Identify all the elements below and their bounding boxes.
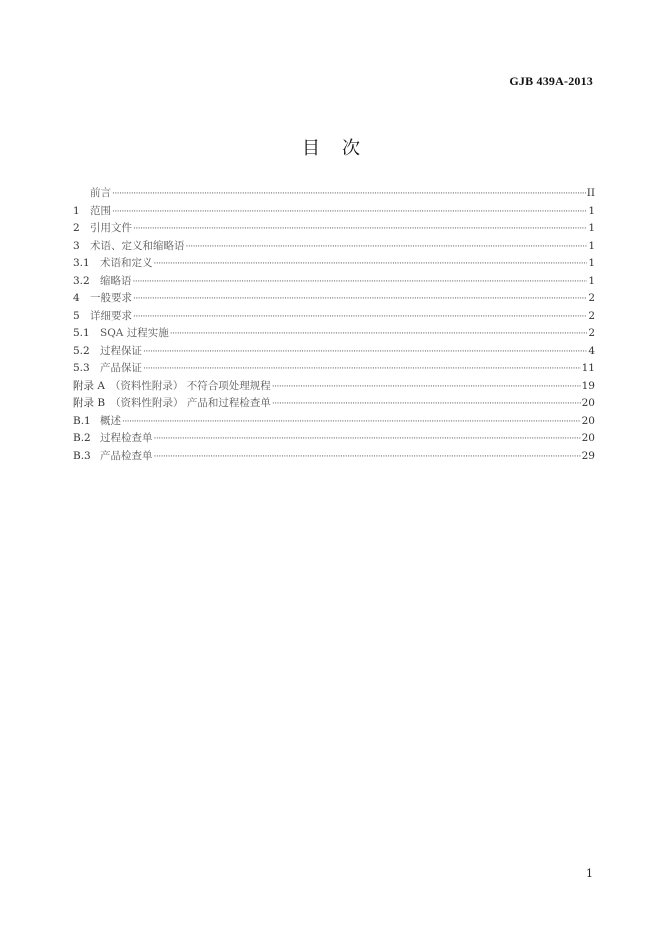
toc-entry-number: 3.2 — [73, 274, 90, 287]
toc-entry-title: SQA 过程实施 — [100, 327, 169, 339]
toc-entry-title: 概述 — [100, 414, 121, 427]
toc-entry-number: 1 — [73, 204, 80, 217]
toc-entry-page: 1 — [588, 239, 595, 252]
toc-dot-leader — [272, 379, 581, 397]
toc-entry-appendix-a[interactable] — [73, 378, 595, 396]
toc-dot-leader — [112, 186, 586, 204]
toc-entry-title: 过程检查单 — [100, 432, 153, 444]
toc-entry-title: 术语、定义和缩略语 — [90, 239, 185, 252]
toc-entry-terms-definitions-abbreviations[interactable] — [73, 238, 595, 256]
toc-entry-title: 产品保证 — [100, 362, 142, 374]
toc-dot-leader — [272, 396, 581, 414]
toc-entry-page: 2 — [588, 327, 595, 339]
page-title: 目次 — [302, 138, 382, 159]
toc-entry-normative-references[interactable] — [73, 220, 595, 238]
toc-dot-leader — [122, 414, 581, 432]
toc-entry-number: 附录 A — [73, 379, 105, 392]
toc-entry-page: 1 — [588, 257, 595, 269]
toc-entry-title: 过程保证 — [100, 344, 142, 357]
toc-entry-detailed-requirements[interactable] — [73, 308, 595, 326]
toc-dot-leader — [143, 344, 587, 362]
toc-entry-number: 3 — [73, 239, 80, 252]
toc-entry-page: 11 — [581, 362, 595, 374]
toc-dot-leader — [133, 274, 588, 292]
toc-entry-page: 29 — [581, 449, 595, 462]
toc-entry-number: 4 — [73, 292, 80, 304]
toc-entry-number: 5.1 — [73, 327, 90, 339]
toc-dot-leader — [133, 291, 587, 309]
toc-entry-number: 5.2 — [73, 344, 90, 357]
toc-entry-title: （资料性附录） 不符合项处理规程 — [109, 379, 271, 392]
toc-entry-title: 术语和定义 — [100, 257, 153, 269]
toc-entry-title: 缩略语 — [100, 274, 132, 287]
toc-entry-page: 1 — [588, 204, 595, 217]
toc-entry-abbreviations[interactable] — [73, 273, 595, 291]
toc-entry-title: 产品检查单 — [100, 449, 153, 462]
toc-entry-page: 20 — [581, 414, 595, 427]
table-of-contents — [73, 185, 595, 465]
toc-entry-sqa-process[interactable] — [73, 325, 595, 343]
toc-entry-title: 一般要求 — [90, 292, 132, 304]
toc-dot-leader — [170, 326, 588, 344]
toc-entry-number: 5.3 — [73, 362, 90, 374]
toc-entry-number: 5 — [73, 309, 80, 322]
toc-entry-title: 引用文件 — [90, 222, 132, 234]
toc-entry-number: B.1 — [73, 414, 91, 427]
toc-entry-page: 2 — [588, 309, 595, 322]
toc-entry-number: B.3 — [73, 449, 91, 462]
toc-dot-leader — [154, 431, 581, 449]
toc-entry-product-assurance[interactable] — [73, 360, 595, 378]
toc-dot-leader — [143, 361, 581, 379]
toc-entry-page: 19 — [581, 379, 595, 392]
toc-dot-leader — [154, 256, 588, 274]
toc-entry-page: 4 — [588, 344, 595, 357]
toc-entry-page: 1 — [588, 222, 595, 234]
toc-entry-page: II — [586, 187, 595, 199]
toc-entry-page: 2 — [588, 292, 595, 304]
toc-entry-b1-overview[interactable] — [73, 413, 595, 431]
toc-entry-number: 3.1 — [73, 257, 90, 269]
toc-entry-general-requirements[interactable] — [73, 290, 595, 308]
toc-entry-b3-product-checklist[interactable] — [73, 448, 595, 466]
toc-entry-page: 20 — [581, 432, 595, 444]
toc-dot-leader — [133, 309, 587, 327]
toc-entry-title: 详细要求 — [90, 309, 132, 322]
toc-entry-terms-and-definitions[interactable] — [73, 255, 595, 273]
page-number: 1 — [586, 867, 593, 880]
document-code: GJB 439A-2013 — [509, 74, 593, 88]
toc-dot-leader — [154, 449, 581, 467]
toc-entry-page: 1 — [588, 274, 595, 287]
toc-entry-title: 范围 — [90, 204, 111, 217]
toc-entry-number: 附录 B — [73, 397, 106, 409]
toc-dot-leader — [186, 239, 588, 257]
toc-entry-scope[interactable] — [73, 203, 595, 221]
toc-entry-title: 前言 — [90, 187, 111, 199]
toc-dot-leader — [112, 204, 587, 222]
toc-entry-appendix-b[interactable] — [73, 395, 595, 413]
toc-entry-number: 2 — [73, 222, 80, 234]
toc-entry-preface[interactable] — [73, 185, 595, 203]
toc-entry-process-assurance[interactable] — [73, 343, 595, 361]
toc-entry-page: 20 — [581, 397, 595, 409]
toc-entry-title: （资料性附录） 产品和过程检查单 — [110, 397, 271, 409]
toc-entry-number: B.2 — [73, 432, 91, 444]
toc-dot-leader — [133, 221, 587, 239]
toc-entry-b2-process-checklist[interactable] — [73, 430, 595, 448]
